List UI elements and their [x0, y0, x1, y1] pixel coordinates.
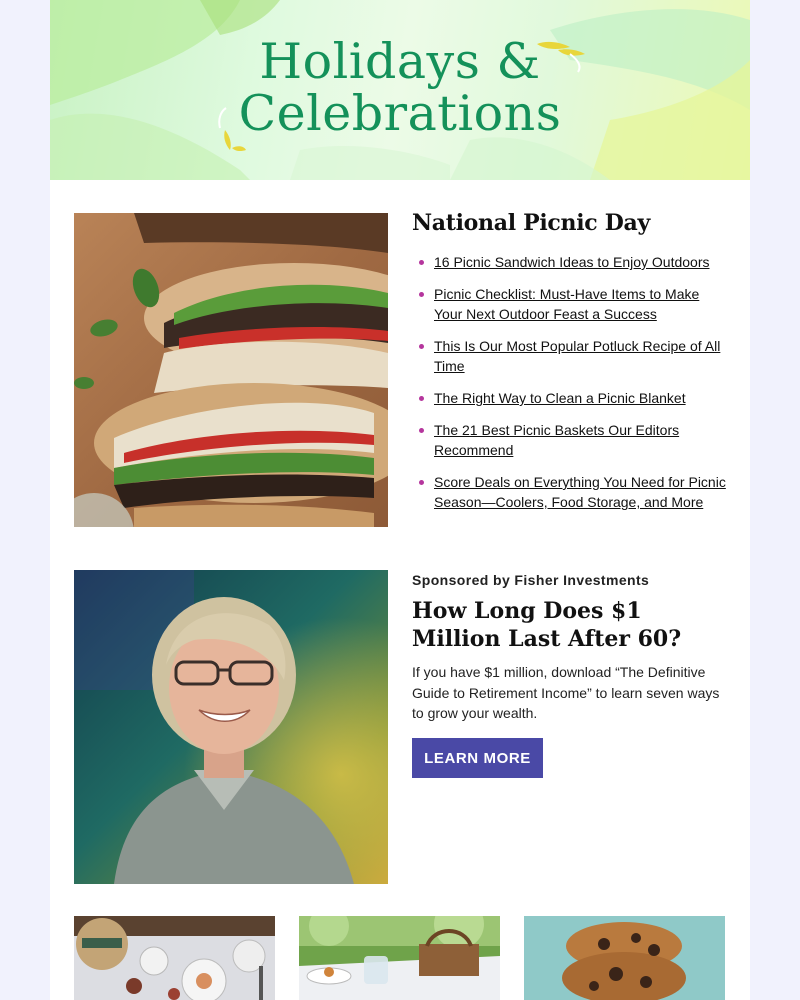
header-banner — [50, 0, 750, 180]
article-link[interactable]: The 21 Best Picnic Baskets Our Editors Recommend — [434, 422, 680, 458]
sponsored-body: If you have $1 million, download “The Definitive Guide to Retirement Income” to learn seven ways to grow your wealth. — [412, 664, 720, 721]
list-item — [412, 420, 728, 460]
sponsor-label: Sponsored by Fisher Investments — [412, 572, 650, 588]
woman-portrait-photo[interactable] — [74, 570, 388, 884]
article-link[interactable]: The Right Way to Clean a Picnic Blanket — [434, 390, 686, 406]
banner-title-line2: Celebrations — [238, 85, 562, 142]
section-title: National Picnic Day — [412, 210, 650, 236]
article-link[interactable]: Picnic Checklist: Must-Have Items to Make Your Next Outdoor Feast a Success — [434, 286, 700, 322]
sponsored-title[interactable]: How Long Does $1 Million Last After 60? — [412, 598, 682, 652]
list-item — [412, 336, 728, 376]
list-item — [412, 472, 728, 512]
learn-more-button[interactable]: LEARN MORE — [412, 738, 543, 778]
email-body — [50, 0, 750, 1000]
banner-title — [50, 33, 750, 142]
banner-title-line1: Holidays & — [259, 33, 541, 90]
picnic-basket-lawn-photo[interactable] — [299, 916, 500, 1000]
picnic-table-photo[interactable] — [74, 916, 275, 1000]
article-link[interactable]: Score Deals on Everything You Need for Picnic Season—Coolers, Food Storage, and More — [434, 474, 726, 510]
list-item — [412, 388, 728, 408]
list-item — [412, 252, 728, 272]
picnic-link-list — [412, 252, 728, 524]
sandwich-photo[interactable] — [74, 213, 388, 527]
list-item — [412, 284, 728, 324]
article-link[interactable]: 16 Picnic Sandwich Ideas to Enjoy Outdoors — [434, 254, 710, 270]
cookies-photo[interactable] — [524, 916, 725, 1000]
article-link[interactable]: This Is Our Most Popular Potluck Recipe of All Time — [434, 338, 721, 374]
